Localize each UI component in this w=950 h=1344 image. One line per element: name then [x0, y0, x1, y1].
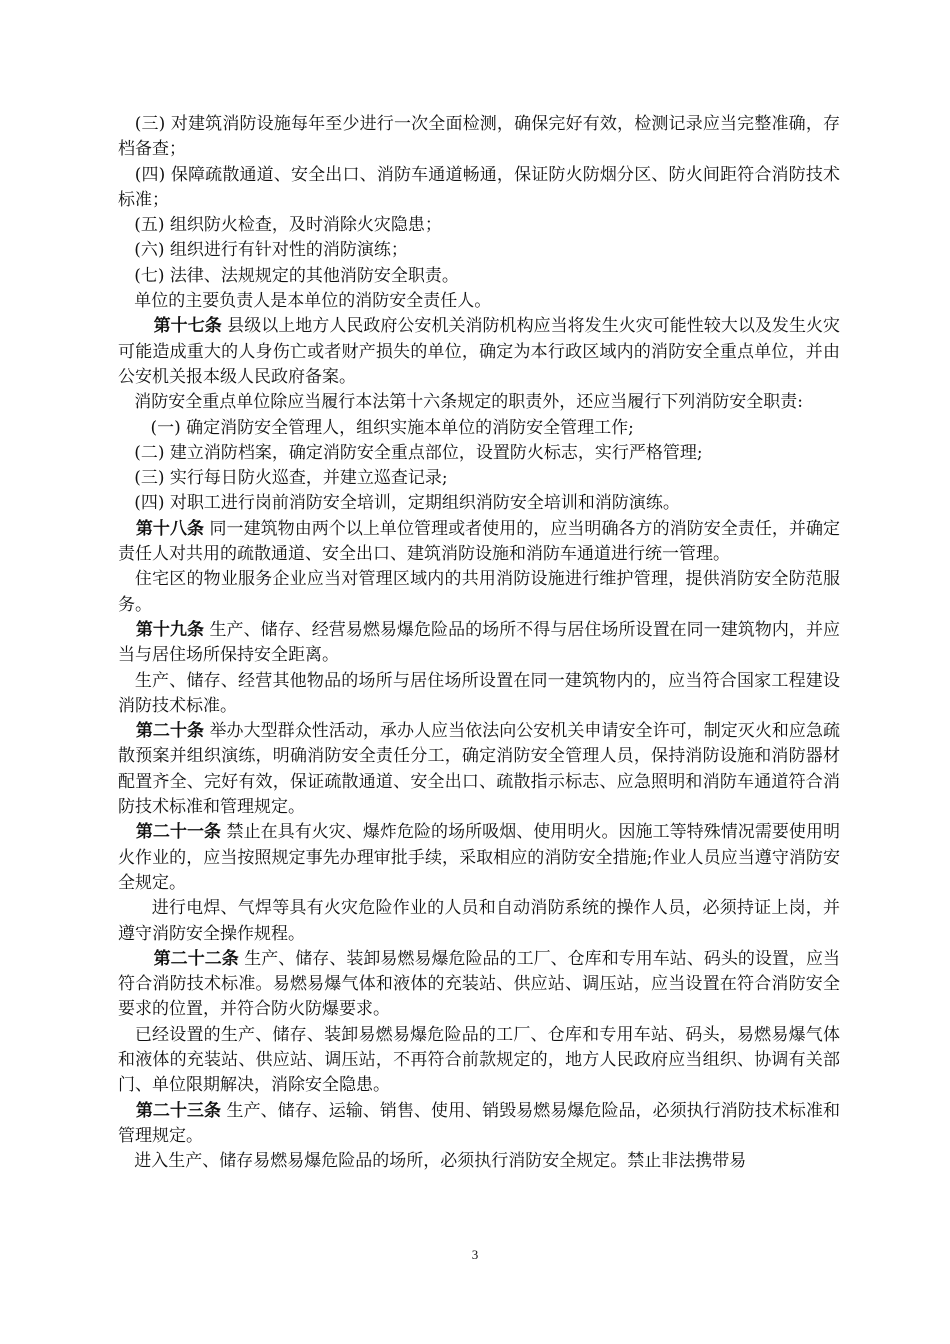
- paragraph: [118, 567, 840, 618]
- article-paragraph: [118, 618, 840, 669]
- article-heading: 第二十一条: [118, 822, 222, 843]
- paragraph-text: (五) 组织防火检查，及时消除火灾隐患；: [118, 215, 448, 236]
- article-paragraph: [118, 820, 840, 896]
- paragraph-text: 举办大型群众性活动，承办人应当依法向公安机关申请安全许可，制定灭火和应急疏散预案并组织演练，明确消防安全责任分工，确定消防安全管理人员，保持消防设施和消防器材配置齐全、完好有效，保证疏散通道、安全出口、疏散指示标志、应急照明和消防车通道符合消防技术标准和管理规定。: [118, 721, 841, 818]
- paragraph-text: (二) 建立消防档案，确定消防安全重点部位，设置防火标志，实行严格管理;: [118, 442, 709, 463]
- paragraph-text: 生产、储存、经营其他物品的场所与居住场所设置在同一建筑物内的，应当符合国家工程建设消防技术标准。: [118, 670, 840, 716]
- article-heading: 第二十条: [118, 721, 205, 742]
- paragraph-text: 消防安全重点单位除应当履行本法第十六条规定的职责外，还应当履行下列消防安全职责:: [118, 392, 809, 413]
- paragraph-text: 进行电焊、气焊等具有火灾危险作业的人员和自动消防系统的操作人员，必须持证上岗，并遵守消防安全操作规程。: [118, 898, 840, 944]
- article-paragraph: [118, 1099, 840, 1150]
- page-number: 3: [471, 1247, 479, 1262]
- paragraph: [118, 390, 840, 415]
- paragraph: [118, 416, 840, 441]
- paragraph: [118, 238, 840, 263]
- paragraph-text: (三) 对建筑消防设施每年至少进行一次全面检测，确保完好有效，检测记录应当完整准确，存档备查；: [118, 114, 840, 160]
- paragraph-text: (四) 保障疏散通道、安全出口、消防车通道畅通，保证防火防烟分区、防火间距符合消防技术标准；: [118, 164, 840, 210]
- paragraph-text: 禁止在具有火灾、爆炸危险的场所吸烟、使用明火。因施工等特殊情况需要使用明火作业的，应当按照规定事先办理审批手续，采取相应的消防安全措施;作业人员应当遵守消防安全规定。: [118, 822, 841, 893]
- paragraph-text: 进入生产、储存易燃易爆危险品的场所，必须执行消防安全规定。禁止非法携带易: [118, 1151, 747, 1172]
- paragraph-text: 单位的主要负责人是本单位的消防安全责任人。: [118, 291, 497, 312]
- paragraph-text: 生产、储存、运输、销售、使用、销毁易燃易爆危险品，必须执行消防技术标准和管理规定。: [118, 1100, 841, 1146]
- paragraph: [118, 441, 840, 466]
- paragraph-text: 住宅区的物业服务企业应当对管理区域内的共用消防设施进行维护管理，提供消防安全防范服务。: [118, 569, 840, 615]
- article-heading: 第十八条: [118, 518, 205, 539]
- paragraph: [118, 1149, 840, 1174]
- paragraph: [118, 289, 840, 314]
- article-paragraph: [118, 517, 840, 568]
- paragraph-text: 生产、储存、装卸易燃易爆危险品的工厂、仓库和专用车站、码头的设置，应当符合消防技术标准。易燃易爆气体和液体的充装站、供应站、调压站，应当设置在符合消防安全要求的位置，并符合防火防爆要求。: [118, 948, 841, 1020]
- paragraph: [118, 491, 840, 516]
- paragraph-text: 生产、储存、经营易燃易爆危险品的场所不得与居住场所设置在同一建筑物内，并应当与居住场所保持安全距离。: [118, 619, 841, 666]
- paragraph: [118, 264, 840, 289]
- paragraph: [118, 112, 840, 163]
- paragraph: [118, 1023, 840, 1099]
- document-body: [118, 112, 840, 1174]
- paragraph: [118, 213, 840, 238]
- article-heading: 第十九条: [118, 619, 205, 640]
- paragraph: [118, 466, 840, 491]
- paragraph-text: (一) 确定消防安全管理人，组织实施本单位的消防安全管理工作;: [118, 417, 640, 438]
- article-heading: 第二十三条: [118, 1100, 222, 1121]
- paragraph: [118, 669, 840, 720]
- paragraph-text: (六) 组织进行有针对性的消防演练；: [118, 240, 414, 261]
- article-paragraph: [118, 719, 840, 820]
- article-paragraph: [118, 947, 840, 1023]
- article-paragraph: [118, 314, 840, 390]
- paragraph: [118, 896, 840, 947]
- paragraph-text: 同一建筑物由两个以上单位管理或者使用的，应当明确各方的消防安全责任，并确定责任人对共用的疏散通道、安全出口、建筑消防设施和消防车通道进行统一管理。: [118, 518, 841, 565]
- paragraph-text: 已经设置的生产、储存、装卸易燃易爆危险品的工厂、仓库和专用车站、码头，易燃易爆气体和液体的充装站、供应站、调压站，不再符合前款规定的，地方人民政府应当组织、协调有关部门、单位限期解决，消除安全隐患。: [118, 1024, 840, 1096]
- paragraph-text: 县级以上地方人民政府公安机关消防机构应当将发生火灾可能性较大以及发生火灾可能造成重大的人身伤亡或者财产损失的单位，确定为本行政区域内的消防安全重点单位，并由公安机关报本级人民政府备案。: [118, 316, 840, 387]
- article-heading: 第二十二条: [118, 948, 239, 969]
- paragraph-text: (三) 实行每日防火巡查，并建立巡查记录;: [118, 468, 454, 489]
- paragraph: [118, 163, 840, 214]
- paragraph-text: (七) 法律、法规规定的其他消防安全职责。: [118, 265, 465, 286]
- article-heading: 第十七条: [118, 316, 222, 337]
- paragraph-text: (四) 对职工进行岗前消防安全培训，定期组织消防安全培训和消防演练。: [118, 493, 686, 514]
